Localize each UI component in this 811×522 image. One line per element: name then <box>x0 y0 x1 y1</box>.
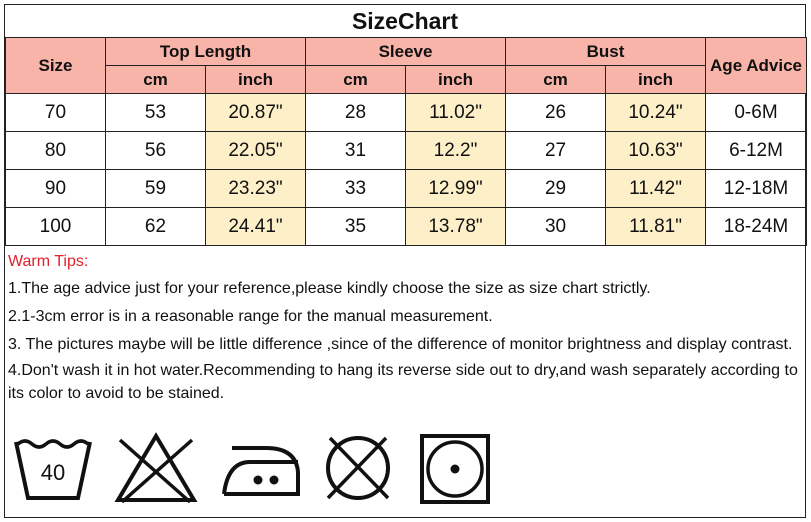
cell-bust-inch: 11.42" <box>606 170 706 208</box>
do-not-dry-clean-icon <box>320 432 404 504</box>
tip-item: 1.The age advice just for your reference,please kindly choose the size as size chart strictly. <box>8 280 651 297</box>
header-row-2 <box>6 66 807 94</box>
cell-age: 12-18M <box>706 170 807 208</box>
header-unit-inch: inch <box>406 66 506 94</box>
tip-item: 3. The pictures maybe will be little difference ,since of the difference of monitor brightness and display contrast. <box>8 336 793 353</box>
cell-sleeve-inch: 13.78" <box>406 208 506 246</box>
cell-top-cm: 53 <box>106 94 206 132</box>
cell-sleeve-cm: 33 <box>306 170 406 208</box>
cell-top-cm: 59 <box>106 170 206 208</box>
cell-age: 0-6M <box>706 94 807 132</box>
cell-age: 6-12M <box>706 132 807 170</box>
cell-bust-inch: 11.81" <box>606 208 706 246</box>
tip-item: 2.1-3cm error is in a reasonable range for the manual measurement. <box>8 308 493 325</box>
cell-bust-cm: 27 <box>506 132 606 170</box>
wash-temp-label: 40 <box>40 460 66 485</box>
header-size: Size <box>6 38 106 94</box>
size-table <box>5 37 807 246</box>
header-unit-inch: inch <box>206 66 306 94</box>
cell-size: 70 <box>6 94 106 132</box>
header-unit-cm: cm <box>506 66 606 94</box>
cell-bust-cm: 30 <box>506 208 606 246</box>
cell-sleeve-inch: 12.99" <box>406 170 506 208</box>
table-row <box>6 94 807 132</box>
tip-item: 4.Don't wash it in hot water.Recommending to hang its reverse side out to dry,and wash separately according to its color to avoid to be stained. <box>8 362 798 402</box>
cell-bust-cm: 26 <box>506 94 606 132</box>
header-unit-cm: cm <box>306 66 406 94</box>
wash-40-icon <box>14 432 98 504</box>
cell-top-inch: 22.05" <box>206 132 306 170</box>
cell-sleeve-inch: 12.2" <box>406 132 506 170</box>
header-row-1 <box>6 38 807 66</box>
header-unit-cm: cm <box>106 66 206 94</box>
do-not-bleach-icon <box>114 432 198 504</box>
page-title: SizeChart <box>351 8 459 34</box>
care-icons <box>14 432 794 508</box>
table-row <box>6 208 807 246</box>
header-unit-inch: inch <box>606 66 706 94</box>
cell-sleeve-cm: 28 <box>306 94 406 132</box>
table-row <box>6 170 807 208</box>
header-sleeve: Sleeve <box>306 38 506 66</box>
cell-size: 80 <box>6 132 106 170</box>
iron-medium-icon <box>220 432 310 504</box>
cell-bust-inch: 10.24" <box>606 94 706 132</box>
cell-sleeve-inch: 11.02" <box>406 94 506 132</box>
cell-top-cm: 62 <box>106 208 206 246</box>
cell-top-inch: 24.41" <box>206 208 306 246</box>
cell-bust-cm: 29 <box>506 170 606 208</box>
cell-bust-inch: 10.63" <box>606 132 706 170</box>
cell-size: 90 <box>6 170 106 208</box>
warm-tips <box>8 250 803 405</box>
cell-age: 18-24M <box>706 208 807 246</box>
cell-top-cm: 56 <box>106 132 206 170</box>
tumble-dry-icon <box>418 432 502 508</box>
cell-sleeve-cm: 31 <box>306 132 406 170</box>
header-bust: Bust <box>506 38 706 66</box>
header-age-advice: Age Advice <box>706 38 807 94</box>
cell-sleeve-cm: 35 <box>306 208 406 246</box>
table-row <box>6 132 807 170</box>
header-top-length: Top Length <box>106 38 306 66</box>
warm-tips-heading: Warm Tips: <box>8 253 89 270</box>
cell-top-inch: 20.87" <box>206 94 306 132</box>
cell-size: 100 <box>6 208 106 246</box>
cell-top-inch: 23.23" <box>206 170 306 208</box>
